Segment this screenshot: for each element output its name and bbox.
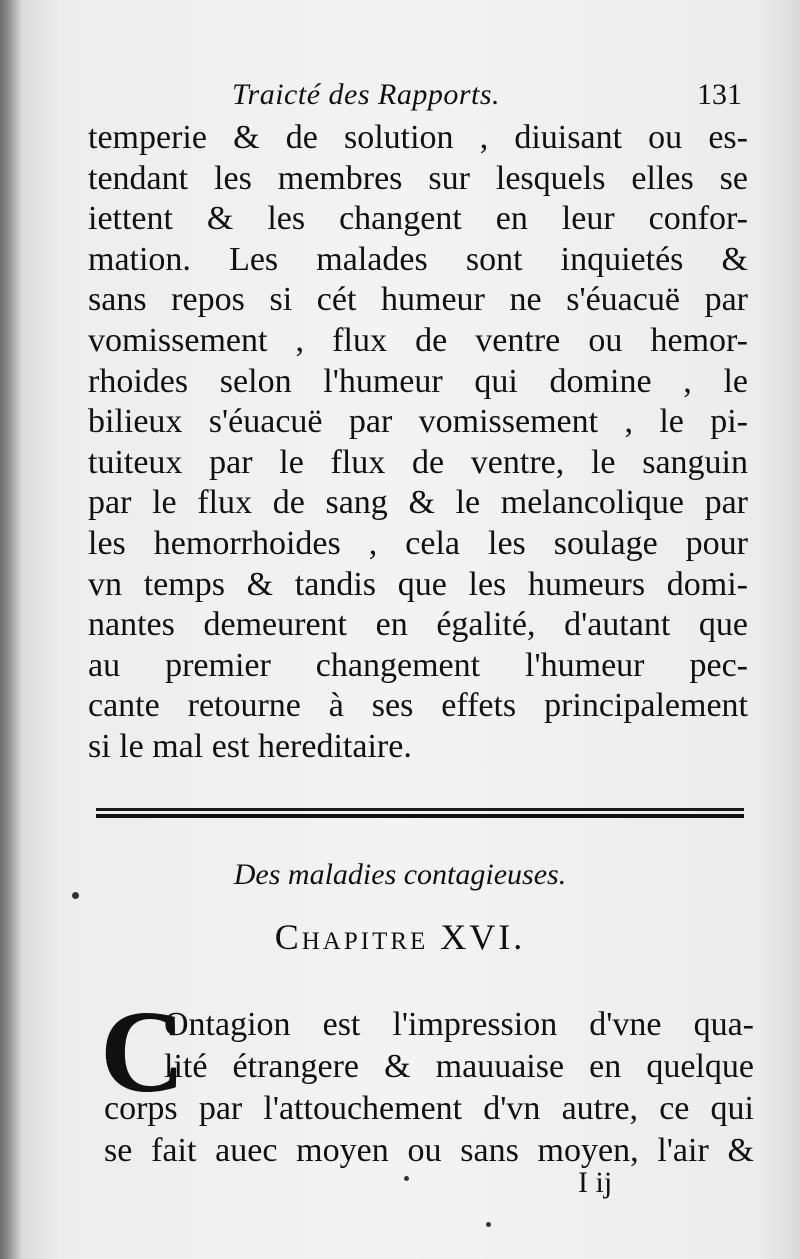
text-line: vomissement , flux de ventre ou hemor-	[88, 321, 748, 359]
text-line: mation. Les malades sont inquietés &	[88, 240, 748, 278]
text-line: si le mal est hereditaire.	[88, 727, 412, 765]
text-line: tendant les membres sur lesquels elles se	[88, 159, 748, 197]
text-line: au premier changement l'humeur pec-	[88, 646, 748, 684]
text-line: sans repos si cét humeur ne s'éuacuë par	[88, 281, 748, 319]
text-line: corps par l'attouchement d'vn autre, ce qui	[104, 1090, 754, 1127]
text-line: bilieux s'éuacuë par vomissement , le pi-	[88, 403, 748, 441]
chapter-paragraph	[104, 1004, 754, 1172]
text-line: lité étrangere & mauuaise en quelque	[164, 1048, 754, 1085]
text-line: iettent & les changent en leur confor-	[88, 200, 748, 238]
text-line: tuiteux par le flux de ventre, le sanguin	[88, 443, 748, 481]
text-line: cante retourne à ses effets principalement	[88, 687, 748, 725]
ink-speck	[486, 1222, 491, 1227]
text-line: les hemorrhoides , cela les soulage pour	[88, 524, 748, 562]
signature-mark: I ij	[578, 1166, 613, 1199]
text-line: temperie & de solution , diuisant ou es-	[88, 119, 748, 156]
text-line: nantes demeurent en égalité, d'autant que	[88, 606, 748, 644]
running-head	[232, 78, 742, 118]
gutter-shadow	[0, 0, 22, 1259]
page-number: 131	[697, 78, 742, 111]
body-paragraph	[88, 118, 748, 768]
ink-speck	[72, 892, 79, 899]
rule-thin-line	[96, 808, 744, 811]
ink-speck	[404, 1176, 409, 1181]
text-line: par le flux de sang & le melancolique par	[88, 484, 748, 522]
text-line: se fait auec moyen ou sans moyen, l'air &	[104, 1132, 754, 1169]
text-line: vn temps & tandis que les humeurs domi-	[88, 565, 748, 603]
section-title: Des maladies contagieuses.	[233, 858, 567, 891]
ornamental-rule	[96, 808, 744, 820]
drop-cap: C	[100, 986, 186, 1117]
rule-thick-line	[96, 814, 744, 818]
text-line: rhoides selon l'humeur qui domine , le	[88, 362, 748, 400]
chapter-heading: Chapitre XVI.	[274, 917, 526, 957]
running-head-title: Traicté des Rapports.	[232, 78, 501, 111]
text-line: Ontagion est l'impression d'vne qua-	[164, 1006, 754, 1043]
